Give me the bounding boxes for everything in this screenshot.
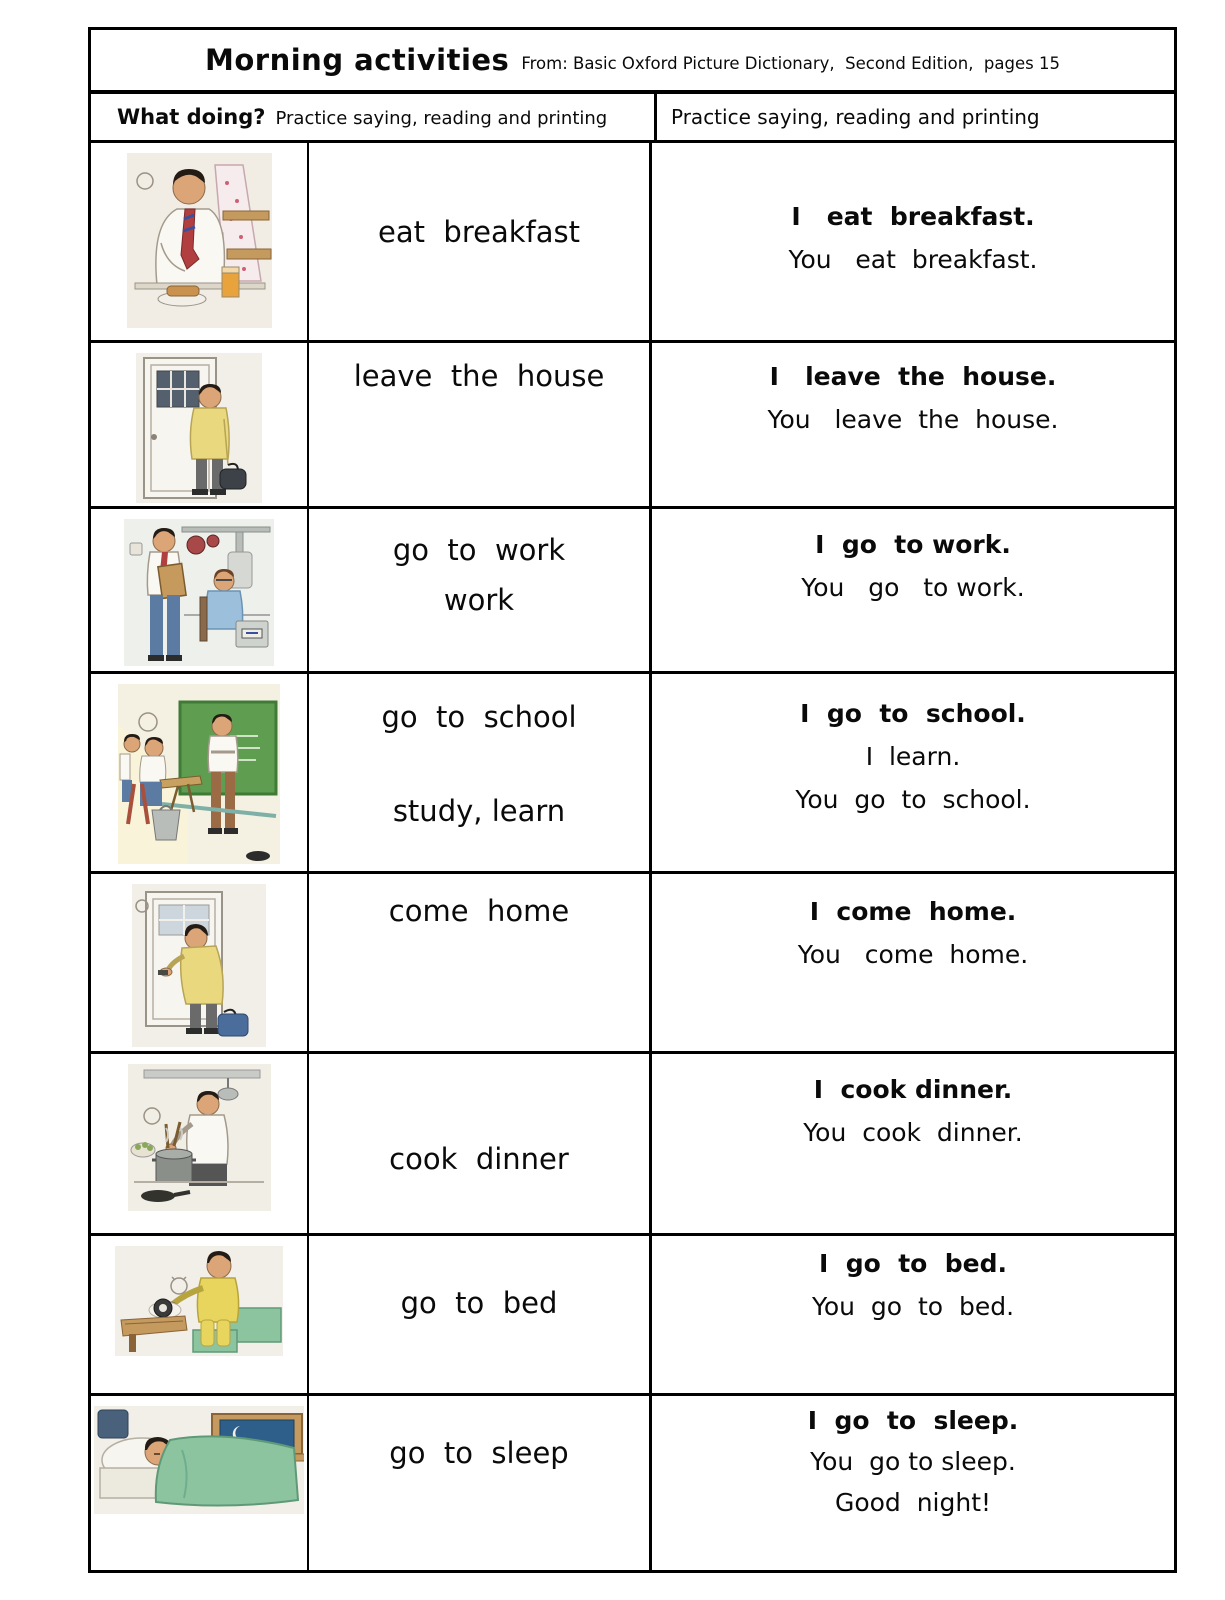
men-at-work-icon: [124, 519, 274, 666]
sentence-line: I go to sleep.: [807, 1406, 1019, 1435]
sentence-line: I eat breakfast.: [791, 201, 1035, 231]
classroom-illustration: [118, 684, 280, 864]
sentence-cell: [652, 674, 1174, 871]
activity-label: leave the house: [353, 359, 605, 393]
man-cooking-icon: [128, 1064, 271, 1211]
sentence-cell: [652, 1236, 1174, 1393]
man-sleeping-icon: [94, 1406, 304, 1514]
activity-label: come home: [388, 894, 570, 928]
man-coming-home-icon: [132, 884, 266, 1047]
activity-cell: [309, 1054, 652, 1233]
sentence-line: I go to work.: [815, 530, 1011, 559]
activity-label: go to work: [392, 533, 566, 567]
man-eating-breakfast-illustration: [127, 153, 272, 328]
activity-label: work: [443, 583, 515, 617]
sentence-line: You go to school.: [795, 785, 1031, 814]
sentence-line: You leave the house.: [767, 405, 1059, 434]
sentence-line: I learn.: [865, 742, 961, 771]
sentence-line: You go to work.: [801, 573, 1025, 602]
man-on-bed-illustration: [115, 1246, 283, 1356]
title-row: [91, 30, 1174, 94]
table-row: [91, 874, 1174, 1054]
man-leaving-house-illustration: [136, 353, 262, 503]
header-left-cell: [91, 94, 654, 140]
picture-cell: [91, 143, 309, 340]
activity-label: go to sleep: [389, 1436, 569, 1470]
man-on-bed-icon: [115, 1246, 283, 1356]
man-cooking-illustration: [128, 1064, 271, 1211]
header-left-subtext: Practice saying, reading and printing: [275, 107, 608, 129]
activity-cell: [309, 1396, 652, 1570]
sentence-cell: [652, 509, 1174, 671]
sentence-line: I come home.: [809, 897, 1017, 926]
activity-cell: [309, 874, 652, 1051]
sentence-cell: [652, 1054, 1174, 1233]
table-row: [91, 674, 1174, 874]
activity-label: go to school: [381, 700, 577, 734]
sentence-line: I cook dinner.: [813, 1075, 1013, 1104]
table-row: [91, 1236, 1174, 1396]
man-leaving-house-icon: [136, 353, 262, 503]
table-row: [91, 343, 1174, 509]
picture-cell: [91, 1054, 309, 1233]
worksheet-table: [88, 27, 1177, 1573]
sentence-line: You eat breakfast.: [788, 244, 1038, 274]
header-what-doing: What doing?: [117, 105, 266, 129]
sentence-cell: [652, 143, 1174, 340]
sentence-line: I leave the house.: [769, 362, 1057, 391]
table-row: [91, 509, 1174, 674]
sentence-line: You cook dinner.: [803, 1118, 1023, 1147]
table-row: [91, 143, 1174, 343]
activity-cell: [309, 143, 652, 340]
sentence-line: You go to bed.: [811, 1292, 1015, 1321]
activity-label: eat breakfast: [378, 214, 580, 249]
sentence-line: You go to sleep.: [810, 1447, 1016, 1476]
men-at-work-illustration: [124, 519, 274, 666]
page-title: Morning activities: [205, 43, 510, 77]
activity-cell: [309, 343, 652, 506]
sentence-line: I go to bed.: [819, 1249, 1007, 1278]
table-row: [91, 1396, 1174, 1570]
activity-cell: [309, 509, 652, 671]
man-eating-breakfast-icon: [127, 153, 272, 328]
activity-label: cook dinner: [389, 1141, 569, 1176]
man-sleeping-illustration: [94, 1406, 304, 1514]
sentence-cell: [652, 343, 1174, 506]
activity-cell: [309, 674, 652, 871]
picture-cell: [91, 874, 309, 1051]
header-row: [91, 94, 1174, 143]
sentence-cell: [652, 1396, 1174, 1570]
man-coming-home-illustration: [132, 884, 266, 1047]
sentence-line: Good night!: [834, 1488, 992, 1517]
activity-label: study, learn: [392, 794, 566, 828]
classroom-icon: [118, 684, 280, 864]
picture-cell: [91, 1236, 309, 1393]
sentence-line: I go to school.: [800, 699, 1026, 728]
activity-label: go to bed: [400, 1286, 558, 1320]
table-row: [91, 1054, 1174, 1236]
header-right-cell: Practice saying, reading and printing: [654, 94, 1174, 140]
picture-cell: [91, 509, 309, 671]
picture-cell: [91, 674, 309, 871]
sentence-line: You come home.: [797, 940, 1029, 969]
picture-cell: [91, 343, 309, 506]
activity-cell: [309, 1236, 652, 1393]
title-source: From: Basic Oxford Picture Dictionary, Second Edition, pages 15: [521, 53, 1060, 73]
sentence-cell: [652, 874, 1174, 1051]
picture-cell: [91, 1396, 309, 1570]
